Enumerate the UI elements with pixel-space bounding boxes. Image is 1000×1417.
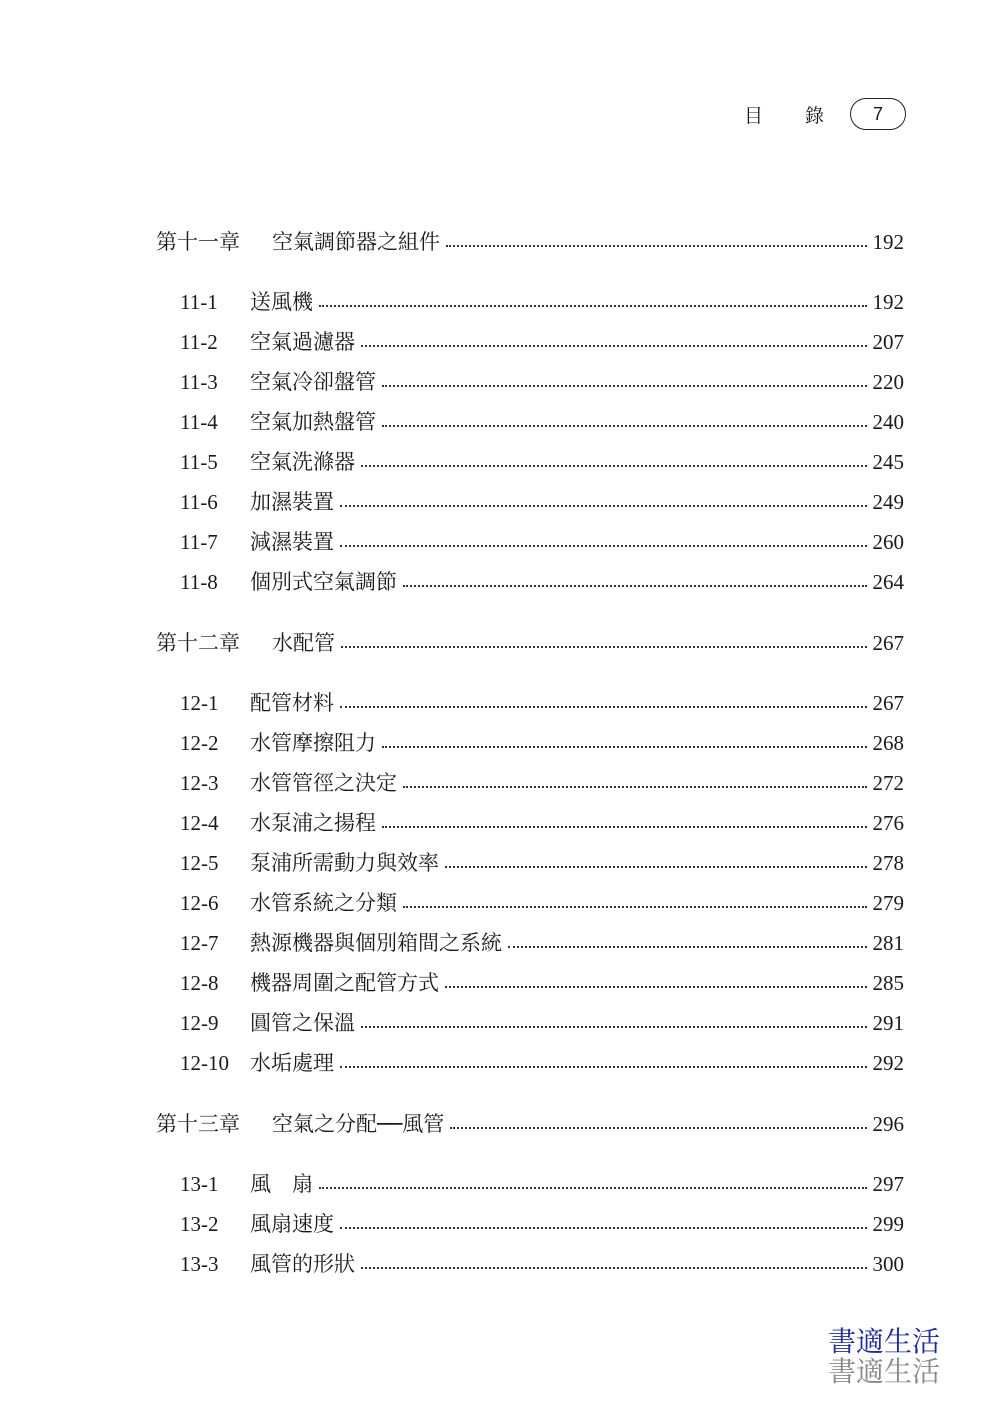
section-number: 11-7 [180,530,218,554]
section-number: 13-3 [180,1252,219,1276]
section-title: 圓管之保溫 [250,1011,355,1035]
toc-section-row[interactable] [156,883,904,923]
page-number-badge: 7 [850,98,906,130]
chapter-label: 第十一章 [156,230,240,254]
section-title: 加濕裝置 [250,490,334,514]
section-number: 12-6 [180,891,219,915]
dot-leader [403,786,867,788]
toc-section-row[interactable] [156,562,904,602]
toc-section-row[interactable] [156,1164,904,1204]
toc-section-row[interactable] [156,322,904,362]
section-number: 13-1 [180,1172,219,1196]
section-page: 278 [872,851,904,875]
section-page: 276 [872,811,904,835]
toc-section-row[interactable] [156,282,904,322]
section-number: 12-3 [180,771,219,795]
section-title: 空氣洗滌器 [250,450,355,474]
dot-leader [382,425,867,427]
section-number: 11-4 [180,410,218,434]
chapter-label: 第十二章 [156,631,240,655]
toc-section-row[interactable] [156,763,904,803]
section-page: 291 [872,1011,904,1035]
section-title: 風管的形狀 [250,1252,355,1276]
dot-leader [445,866,867,868]
toc-section-row[interactable] [156,522,904,562]
chapter-page: 192 [872,230,904,254]
toc-section-row[interactable] [156,402,904,442]
dot-leader [361,1267,867,1269]
section-title: 機器周圍之配管方式 [250,971,439,995]
dot-leader [361,345,867,347]
section-title: 送風機 [250,290,313,314]
section-number: 11-8 [180,570,218,594]
section-title: 風扇速度 [250,1212,334,1236]
watermark-line-1: 書適生活 [827,1325,940,1358]
section-page: 272 [872,771,904,795]
dot-leader [319,305,867,307]
chapter-title: 水配管 [272,631,335,655]
toc-section-row[interactable] [156,442,904,482]
section-page: 300 [872,1252,904,1276]
chapter-page: 267 [872,631,904,655]
section-number: 11-5 [180,450,218,474]
section-page: 249 [872,490,904,514]
section-number: 13-2 [180,1212,219,1236]
chapter-page: 296 [872,1112,904,1136]
dot-leader [340,545,867,547]
dot-leader [340,1227,867,1229]
section-title: 空氣冷卻盤管 [250,370,376,394]
section-page: 192 [872,290,904,314]
watermark-line-2: 書適生活 [827,1355,940,1388]
toc-section-row[interactable] [156,683,904,723]
section-number: 12-7 [180,931,219,955]
section-page: 279 [872,891,904,915]
section-number: 12-9 [180,1011,219,1035]
watermark [828,1327,940,1387]
section-page: 292 [872,1051,904,1075]
section-title: 水泵浦之揚程 [250,811,376,835]
section-title: 空氣加熱盤管 [250,410,376,434]
section-page: 268 [872,731,904,755]
dot-leader [508,946,867,948]
section-title: 水管摩擦阻力 [250,731,376,755]
section-number: 11-6 [180,490,218,514]
section-number: 11-1 [180,290,218,314]
page-header [744,98,906,130]
section-title: 空氣過濾器 [250,330,355,354]
section-page: 245 [872,450,904,474]
section-number: 12-1 [180,691,219,715]
section-title: 泵浦所需動力與效率 [250,851,439,875]
toc-section-row[interactable] [156,803,904,843]
toc-section-row[interactable] [156,1043,904,1083]
toc-section-row[interactable] [156,843,904,883]
chapter-title: 空氣之分配──風管 [272,1112,445,1136]
section-page: 240 [872,410,904,434]
section-title: 減濕裝置 [250,530,334,554]
section-title: 水管系統之分類 [250,891,397,915]
section-page: 267 [872,691,904,715]
section-number: 12-2 [180,731,219,755]
toc-section-row[interactable] [156,1003,904,1043]
chapter-title: 空氣調節器之組件 [272,230,440,254]
dot-leader [403,906,867,908]
section-number: 11-2 [180,330,218,354]
dot-leader [341,646,867,648]
toc-section-row[interactable] [156,482,904,522]
dot-leader [382,746,867,748]
dot-leader [382,826,867,828]
section-number: 12-8 [180,971,219,995]
toc-section-row[interactable] [156,1244,904,1284]
dot-leader [361,1026,867,1028]
toc-chapter-row[interactable] [156,623,904,663]
section-page: 220 [872,370,904,394]
section-number: 12-5 [180,851,219,875]
dot-leader [340,706,867,708]
section-title: 風 扇 [250,1172,313,1196]
section-page: 264 [872,570,904,594]
header-title: 目 錄 [743,104,842,127]
toc-section-row[interactable] [156,362,904,402]
table-of-contents [156,222,904,1284]
section-page: 260 [872,530,904,554]
toc-section-row[interactable] [156,1204,904,1244]
section-page: 281 [872,931,904,955]
section-page: 285 [872,971,904,995]
toc-chapter-row[interactable] [156,1104,904,1144]
section-page: 207 [872,330,904,354]
dot-leader [446,245,867,247]
dot-leader [319,1187,867,1189]
section-title: 水管管徑之決定 [250,771,397,795]
dot-leader [382,385,867,387]
dot-leader [361,465,867,467]
section-number: 12-10 [180,1051,229,1075]
dot-leader [340,1066,867,1068]
section-title: 配管材料 [250,691,334,715]
section-page: 299 [872,1212,904,1236]
toc-section-row[interactable] [156,963,904,1003]
section-title: 熱源機器與個別箱間之系統 [250,931,502,955]
chapter-label: 第十三章 [156,1112,240,1136]
section-page: 297 [872,1172,904,1196]
dot-leader [340,505,867,507]
section-number: 12-4 [180,811,219,835]
section-title: 水垢處理 [250,1051,334,1075]
toc-section-row[interactable] [156,923,904,963]
section-title: 個別式空氣調節 [250,570,397,594]
dot-leader [450,1127,866,1129]
toc-section-row[interactable] [156,723,904,763]
section-number: 11-3 [180,370,218,394]
toc-chapter-row[interactable] [156,222,904,262]
dot-leader [403,585,867,587]
dot-leader [445,986,867,988]
